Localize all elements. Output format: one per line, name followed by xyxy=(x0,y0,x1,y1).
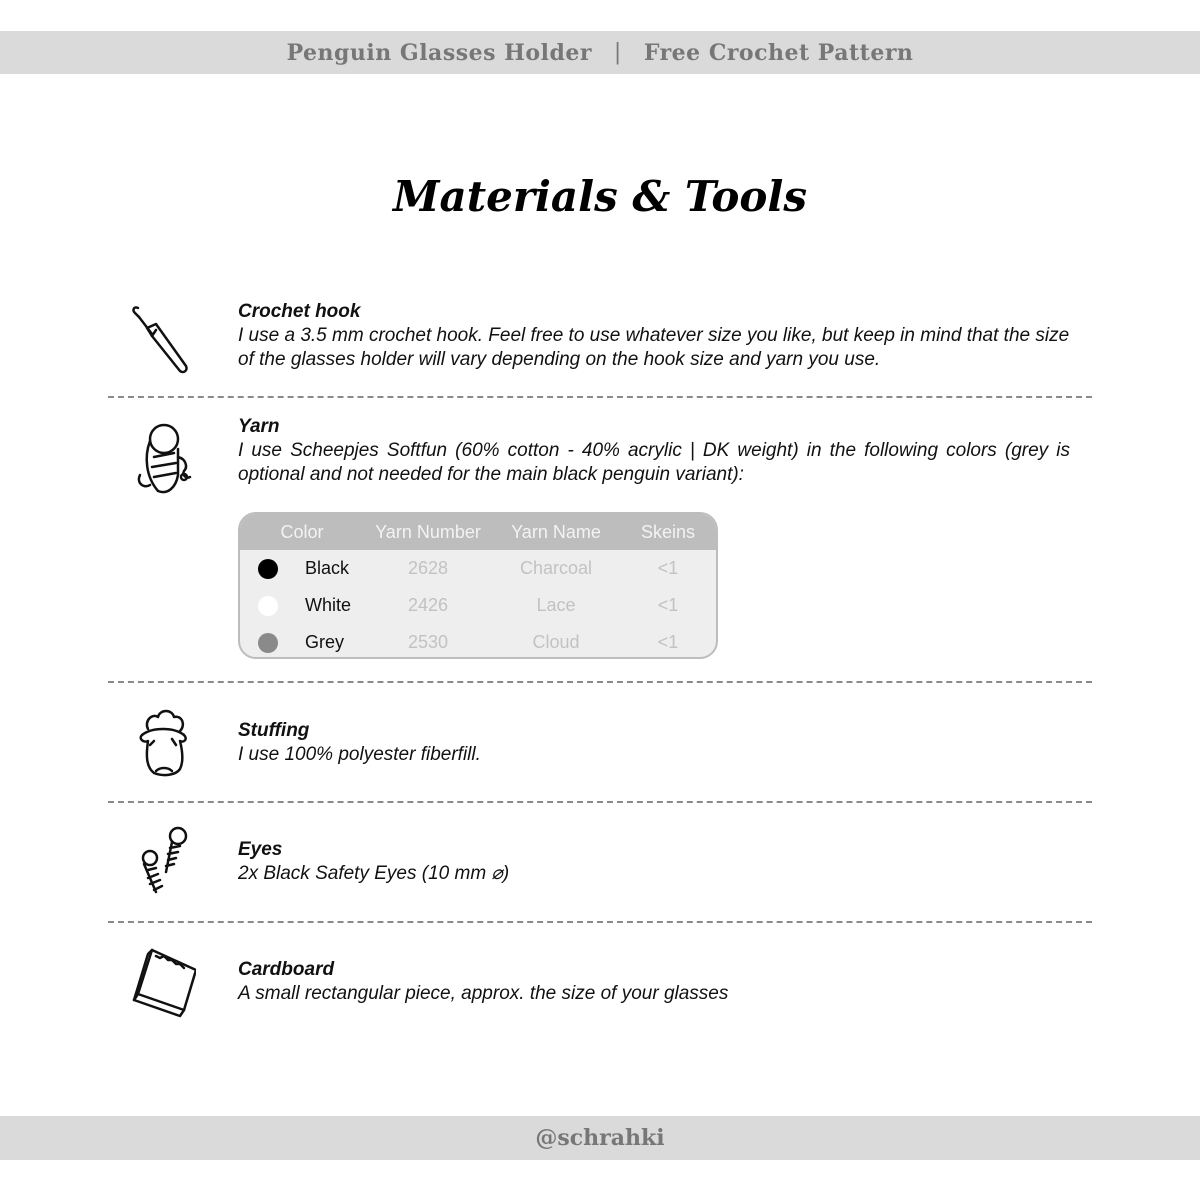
section-crochet-hook xyxy=(108,300,1092,380)
yarn-heading: Yarn xyxy=(238,416,280,437)
stuffing-heading: Stuffing xyxy=(238,720,310,741)
divider xyxy=(108,396,1092,398)
col-header-skeins: Skeins xyxy=(640,521,696,542)
cardboard-text: A small rectangular piece, approx. the size of your glasses xyxy=(238,983,729,1004)
eyes-heading: Eyes xyxy=(238,839,283,860)
color-swatch-white xyxy=(258,596,278,616)
yarn-text: I use Scheepjes Softfun (60% cotton - 40% acrylic | DK weight) in the following colors (grey is optional and not needed for the main black penguin variant): xyxy=(238,440,1070,485)
header-pattern-name: Penguin Glasses Holder xyxy=(286,39,592,66)
section-yarn xyxy=(108,415,1092,505)
section-stuffing xyxy=(108,705,1092,785)
color-swatch-black xyxy=(258,559,278,579)
header-subtitle: Free Crochet Pattern xyxy=(643,39,914,66)
stuffing-text: I use 100% polyester fiberfill. xyxy=(238,744,481,765)
footer-bar xyxy=(0,1116,1200,1160)
cell-yarn-number: 2530 xyxy=(407,632,449,652)
stuffing-bag-icon xyxy=(126,705,196,785)
cell-yarn-name: Lace xyxy=(536,595,576,615)
crochet-hook-text: I use a 3.5 mm crochet hook. Feel free to use whatever size you like, but keep in mind that the size of the glasses holder will vary depending on the hook size and yarn you use. xyxy=(238,325,1070,370)
table-row xyxy=(240,624,716,659)
cell-yarn-name: Cloud xyxy=(532,632,580,652)
divider xyxy=(108,921,1092,923)
table-row xyxy=(240,587,716,624)
cell-yarn-number: 2426 xyxy=(407,595,449,615)
col-header-yarn-name: Yarn Name xyxy=(511,521,601,542)
cell-color: Grey xyxy=(305,632,345,652)
cardboard-heading: Cardboard xyxy=(238,959,335,980)
header-separator: | xyxy=(613,40,622,65)
section-eyes xyxy=(108,822,1092,902)
safety-eyes-icon xyxy=(126,822,196,902)
yarn-skein-icon xyxy=(126,417,196,497)
cardboard-icon xyxy=(126,942,196,1022)
eyes-text: 2x Black Safety Eyes (10 mm ⌀) xyxy=(238,863,510,884)
yarn-table-header xyxy=(240,514,716,550)
cell-color: White xyxy=(305,595,352,615)
cell-skeins: <1 xyxy=(657,595,679,615)
cell-skeins: <1 xyxy=(657,632,679,652)
divider xyxy=(108,681,1092,683)
crochet-hook-icon xyxy=(126,300,196,380)
footer-handle: @schrahki xyxy=(535,1125,665,1151)
cell-yarn-number: 2628 xyxy=(407,558,449,578)
header-bar xyxy=(0,31,1200,74)
cell-skeins: <1 xyxy=(657,558,679,578)
divider xyxy=(108,801,1092,803)
table-row xyxy=(240,550,716,587)
page-title: Materials & Tools xyxy=(393,172,807,221)
yarn-table xyxy=(238,512,718,659)
cell-color: Black xyxy=(305,558,350,578)
section-cardboard xyxy=(108,942,1092,1022)
cell-yarn-name: Charcoal xyxy=(519,558,593,578)
color-swatch-grey xyxy=(258,633,278,653)
col-header-yarn-number: Yarn Number xyxy=(375,521,481,542)
col-header-color: Color xyxy=(280,521,324,542)
crochet-hook-heading: Crochet hook xyxy=(238,301,361,322)
